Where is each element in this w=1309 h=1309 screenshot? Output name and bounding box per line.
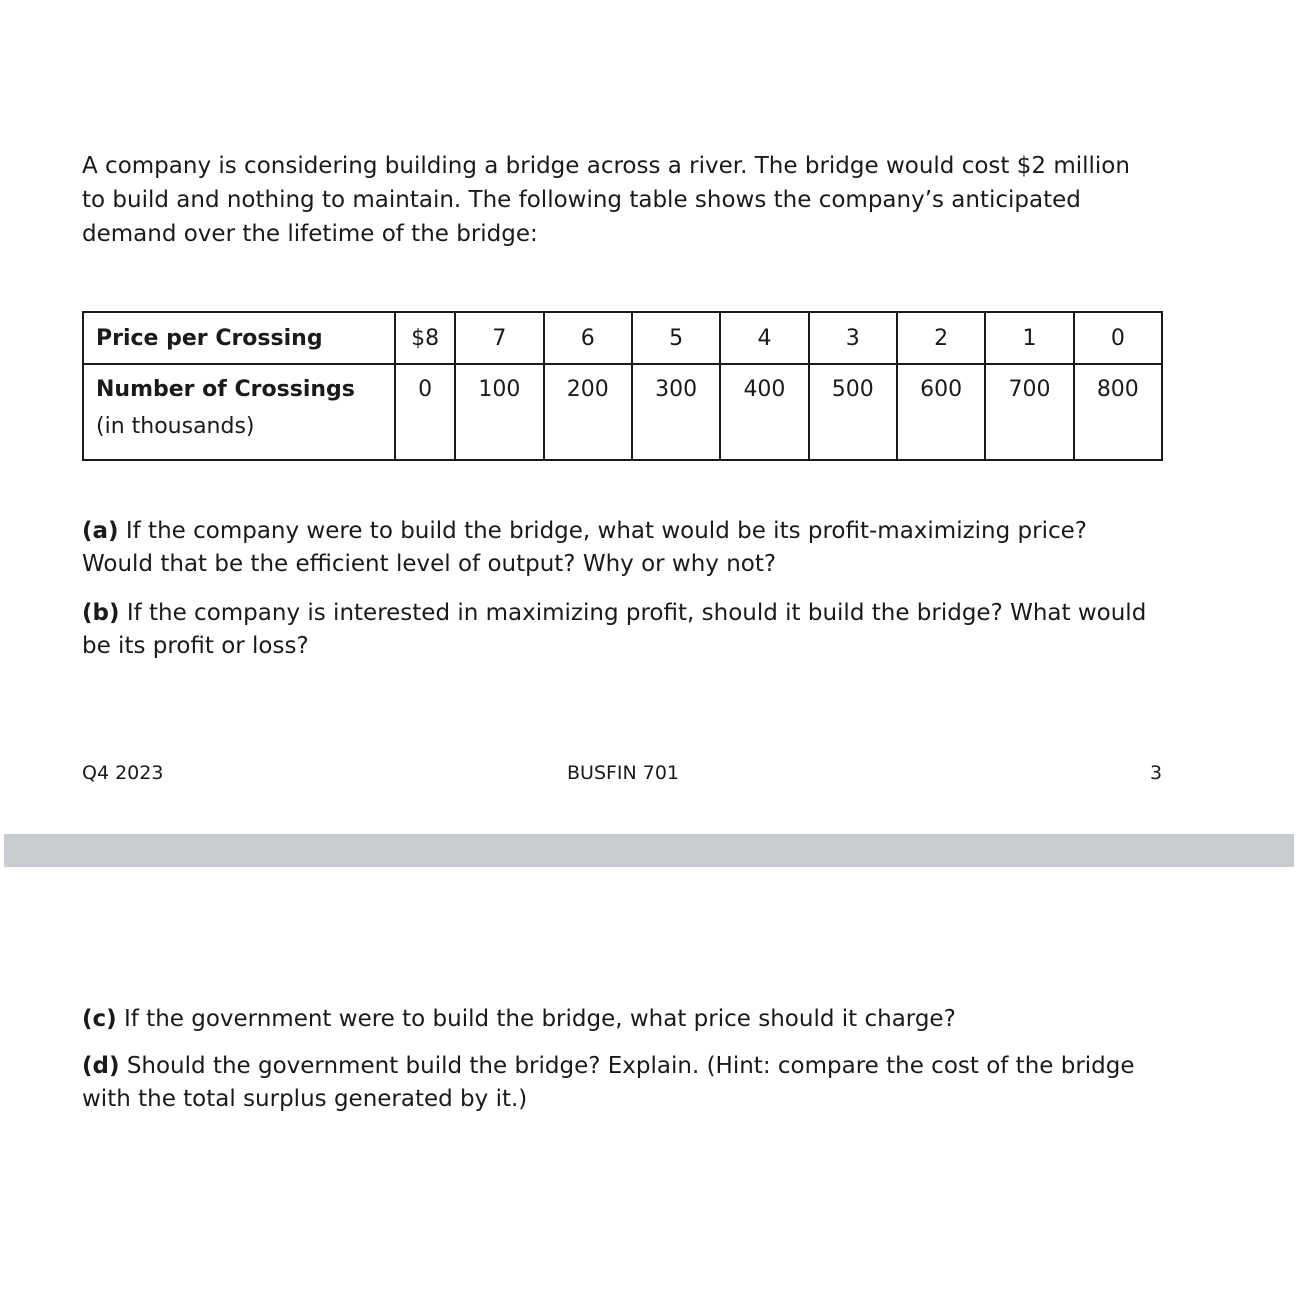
- price-row: [83, 312, 1162, 364]
- crossings-row-label: [83, 364, 395, 460]
- crossings-cell: 800: [1074, 364, 1162, 460]
- page-number: 3: [1150, 762, 1163, 784]
- question-b: [82, 597, 1162, 663]
- price-cell: 7: [455, 312, 543, 364]
- crossings-cell: 400: [720, 364, 808, 460]
- price-cell: 5: [632, 312, 720, 364]
- crossings-sublabel: (in thousands): [96, 414, 255, 439]
- page-divider: [4, 834, 1294, 867]
- price-cell: 6: [544, 312, 632, 364]
- price-cell: 0: [1074, 312, 1162, 364]
- question-b-text: If the company is interested in maximizing profit, should it build the bridge? What would be its profit or loss?: [82, 600, 1147, 659]
- question-d-label: (d): [82, 1053, 120, 1079]
- crossings-label: Number of Crossings: [96, 377, 355, 402]
- crossings-cell: 300: [632, 364, 720, 460]
- demand-table: [82, 311, 1163, 461]
- crossings-cell: 700: [985, 364, 1073, 460]
- price-label: Price per Crossing: [96, 325, 323, 351]
- question-d-text: Should the government build the bridge? Explain. (Hint: compare the cost of the bridge with the total surplus generated by it.): [82, 1053, 1135, 1112]
- crossings-cell: 100: [455, 364, 543, 460]
- footer-course: BUSFIN 701: [567, 762, 680, 784]
- price-cell: 3: [809, 312, 897, 364]
- footer-date: Q4 2023: [82, 762, 164, 784]
- price-cell: 2: [897, 312, 985, 364]
- crossings-cell: 600: [897, 364, 985, 460]
- price-cell: $8: [395, 312, 455, 364]
- question-d: [82, 1050, 1162, 1116]
- price-cell: 1: [985, 312, 1073, 364]
- question-c-text: If the government were to build the bridge, what price should it charge?: [123, 1006, 956, 1032]
- crossings-cell: 200: [544, 364, 632, 460]
- question-a-label: (a): [82, 518, 119, 544]
- question-a: [82, 515, 1162, 581]
- question-c-label: (c): [82, 1006, 117, 1032]
- crossings-cell: 0: [395, 364, 455, 460]
- question-c: [82, 1003, 1162, 1036]
- intro-paragraph: A company is considering building a bridge across a river. The bridge would cost $2 million to build and nothing to maintain. The following table shows the company’s anticipated demand over the lifetime of the bridge:: [82, 153, 1130, 247]
- crossings-cell: 500: [809, 364, 897, 460]
- question-b-label: (b): [82, 600, 120, 626]
- price-cell: 4: [720, 312, 808, 364]
- question-a-text: If the company were to build the bridge, what would be its profit-maximizing price? Would that be the efficient level of output? Why or why not?: [82, 518, 1087, 577]
- crossings-row: [83, 364, 1162, 460]
- price-row-label: [83, 312, 395, 364]
